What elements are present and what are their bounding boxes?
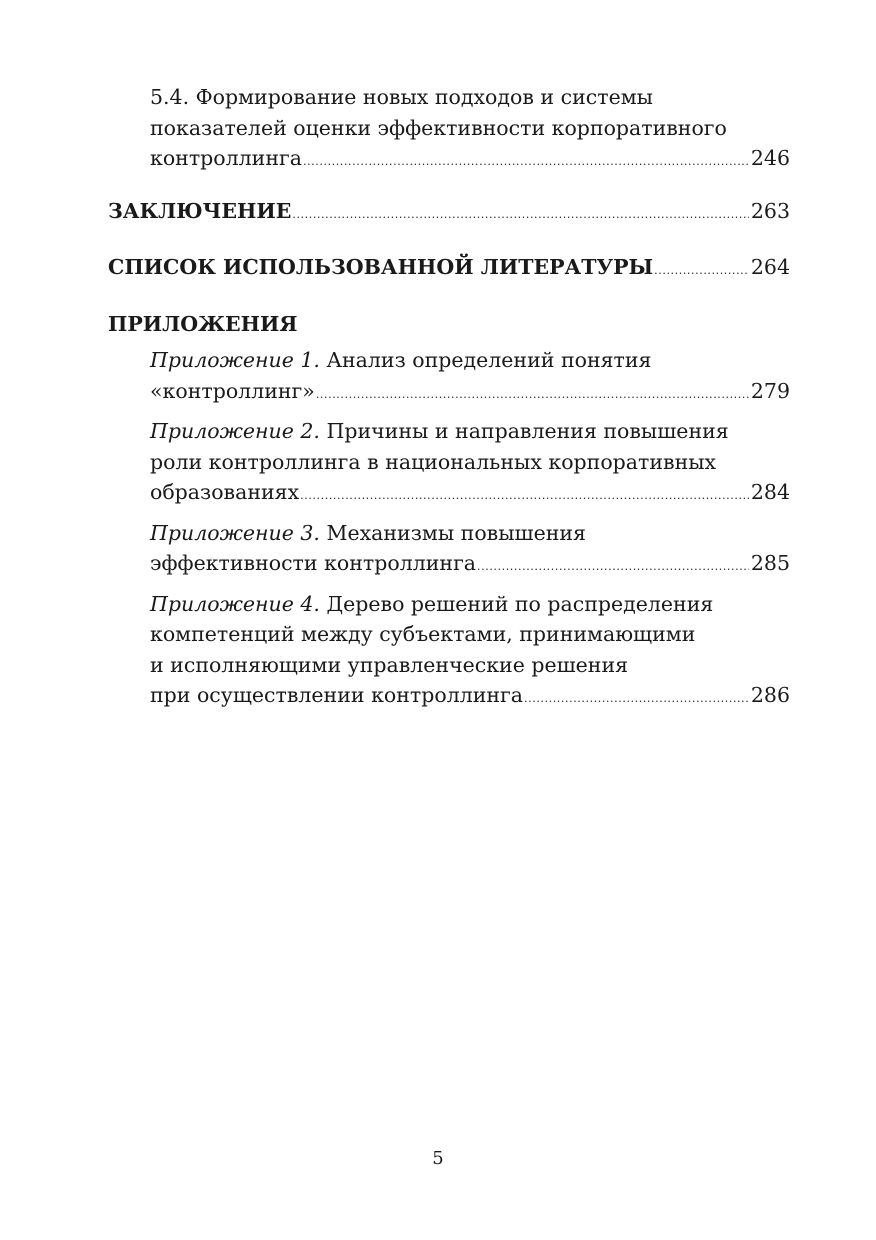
toc-entry-line: показателей оценки эффективности корпоративного	[150, 115, 727, 140]
dot-leader	[524, 684, 749, 715]
toc-entry-line: компетенций между субъектами, принимающими	[150, 622, 696, 646]
appendix-label: Приложение 3.	[150, 520, 320, 545]
toc-entry-line: роли контроллинга в национальных корпоративных	[150, 449, 717, 474]
dot-leader	[654, 256, 749, 287]
toc-entry-line: контроллинга	[150, 146, 302, 170]
dot-leader	[316, 380, 749, 411]
toc-entry-line: при осуществлении контроллинга	[150, 683, 524, 707]
toc-entry-references[interactable]	[108, 252, 790, 287]
toc-page-number: 264	[750, 255, 790, 279]
toc-page-number: 284	[750, 480, 790, 504]
toc-entry-line	[150, 345, 790, 376]
toc-entry-line	[150, 518, 790, 549]
toc-page-number: 286	[750, 683, 790, 707]
dot-leader	[477, 552, 749, 583]
toc-entry-section-5-4[interactable]	[108, 82, 790, 178]
appendix-label: Приложение 1.	[150, 348, 320, 372]
dot-leader	[300, 481, 749, 512]
dot-leader	[303, 147, 749, 178]
toc-page-number: 246	[750, 146, 790, 170]
toc-entry-title: СПИСОК ИСПОЛЬЗОВАННОЙ ЛИТЕРАТУРЫ	[108, 255, 654, 279]
toc-entry-appendix-4[interactable]	[108, 589, 790, 715]
appendix-label: Приложение 2.	[150, 419, 320, 443]
appendix-title: Анализ определений понятия	[319, 348, 652, 372]
toc-section-appendices	[108, 309, 790, 340]
toc-entry-appendix-1[interactable]	[108, 345, 790, 410]
toc-entry-conclusion[interactable]	[108, 196, 790, 231]
toc-entry-title: ЗАКЛЮЧЕНИЕ	[108, 198, 292, 223]
toc-entry-line	[150, 416, 790, 447]
toc-entry-line	[150, 589, 790, 620]
toc-entry-line: «контроллинг»	[150, 378, 315, 403]
toc-entry-line: образованиях	[150, 480, 300, 504]
toc-page-number: 285	[750, 551, 790, 575]
toc-entry-line: эффективности контроллинга	[150, 551, 477, 575]
appendix-title: Причины и направления повышения	[319, 419, 729, 443]
toc-entry-line: 5.4. Формирование новых подходов и системы	[150, 85, 653, 109]
toc-page-number: 263	[750, 198, 790, 223]
appendix-label: Приложение 4.	[150, 591, 320, 616]
toc-entry-appendix-2[interactable]	[108, 416, 790, 512]
toc-entry-line: и исполняющими управленческие решения	[150, 652, 629, 677]
appendix-title: Механизмы повышения	[319, 520, 586, 545]
table-of-contents	[108, 82, 790, 715]
appendix-title: Дерево решений по распределения	[319, 591, 714, 616]
toc-entry-appendix-3[interactable]	[108, 518, 790, 583]
page-number: 5	[432, 1148, 444, 1169]
dot-leader	[292, 200, 749, 231]
toc-page-number: 279	[750, 378, 790, 403]
appendices-heading: ПРИЛОЖЕНИЯ	[108, 311, 298, 336]
